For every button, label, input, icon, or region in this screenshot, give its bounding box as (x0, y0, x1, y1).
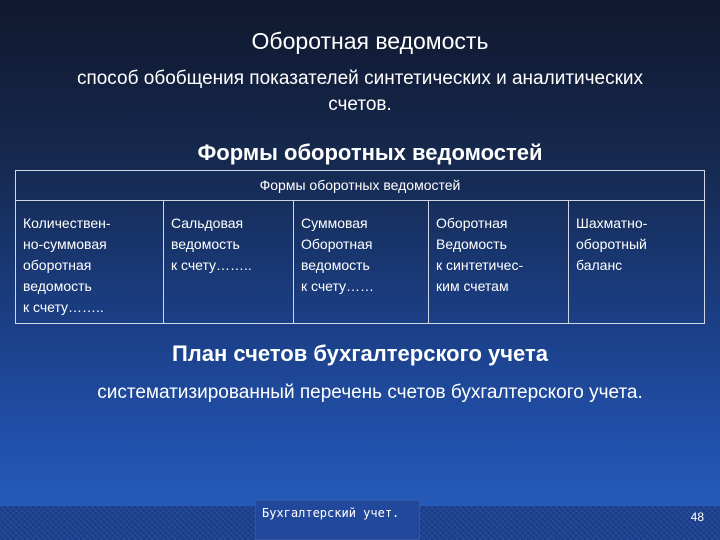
forms-table-row (16, 201, 704, 323)
plan-heading: План счетов бухгалтерского учета (171, 341, 548, 366)
page-number: 48 (690, 510, 704, 524)
form-cell-sum: Суммовая Оборотная ведомость к счету…… (294, 201, 429, 323)
slide-subtitle: способ обобщения показателей синтетических и аналитических счетов. (76, 68, 644, 115)
plan-description: систематизированный перечень счетов бухгалтерского учета. (97, 382, 643, 403)
form-cell-synthetic: Оборотная Ведомость к синтетичес- ким счетам (429, 201, 569, 323)
form-cell-quantity-sum: Количествен- но-суммовая оборотная ведомость к счету…….. (16, 201, 164, 323)
forms-table (15, 170, 705, 324)
footer-label: Бухгалтерский учет. (262, 506, 400, 520)
form-cell-balance: Сальдовая ведомость к счету…….. (164, 201, 294, 323)
slide-title: Оборотная ведомость (251, 28, 489, 54)
form-cell-chess-balance: Шахматно- оборотный баланс (576, 215, 648, 273)
forms-table-header: Формы оборотных ведомостей (16, 171, 704, 201)
forms-heading: Формы оборотных ведомостей (197, 140, 543, 165)
